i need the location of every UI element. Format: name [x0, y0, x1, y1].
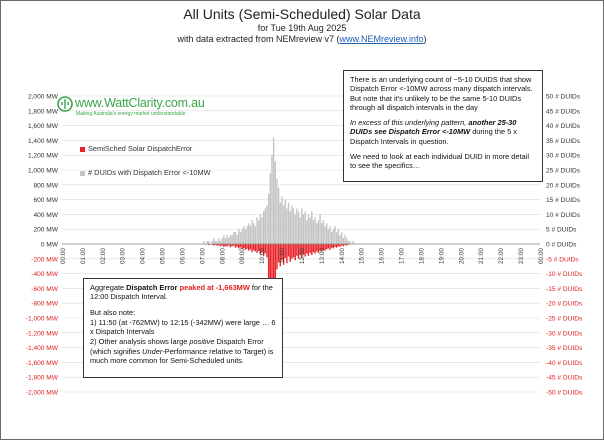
callout-top-p2 — [350, 118, 536, 146]
y-right-tick-label: 50 # DUIDs — [546, 93, 581, 101]
bar-positive — [275, 161, 276, 244]
bar-positive — [309, 217, 310, 244]
bar-negative — [308, 244, 309, 256]
bar-positive — [346, 238, 347, 244]
chart-title: All Units (Semi-Scheduled) Solar Data — [183, 6, 421, 22]
bar-positive — [273, 137, 274, 244]
bar-negative — [288, 244, 289, 257]
y-right-tick-label: -5 # DUIDs — [546, 256, 579, 264]
bar-positive — [343, 238, 344, 244]
x-tick-label: 18:00 — [418, 248, 426, 264]
bar-positive — [243, 226, 244, 244]
bar-positive — [226, 235, 227, 244]
bar-positive — [306, 220, 307, 244]
bar-negative — [235, 244, 236, 248]
y-right-tick-label: -10 # DUIDs — [546, 271, 583, 279]
y-left-tick-label: 1,400 MW — [27, 137, 58, 145]
bar-negative — [248, 244, 249, 251]
callout-top-p2-a: In excess of this underlying pattern, — [350, 118, 469, 128]
callout-top-p2-c: during the 5 x Dispatch Intervals in question. — [350, 127, 517, 146]
bar-positive — [271, 155, 272, 244]
bar-negative — [293, 244, 294, 257]
bar-positive — [236, 235, 237, 244]
bar-negative — [250, 244, 251, 250]
bar-positive — [323, 220, 324, 244]
bar-positive — [319, 214, 320, 244]
x-tick-label: 17:00 — [398, 248, 406, 264]
bar-positive — [316, 223, 317, 244]
x-tick-label: 15:00 — [358, 248, 366, 264]
bar-negative — [226, 244, 227, 247]
nemreview-link[interactable]: www.NEMreview.info — [339, 34, 424, 44]
bar-positive — [326, 223, 327, 244]
bar-negative — [286, 244, 287, 263]
bar-negative — [294, 244, 295, 260]
y-right-tick-label: 0 # DUIDs — [546, 241, 577, 249]
bar-positive — [211, 241, 212, 244]
bar-positive — [313, 220, 314, 244]
bar-negative — [246, 244, 247, 249]
x-tick-label: 21:00 — [478, 248, 486, 264]
bar-positive — [303, 214, 304, 244]
bar-negative — [326, 244, 327, 249]
x-tick-label: 00:00 — [537, 248, 545, 264]
bar-positive — [207, 241, 208, 244]
chart-legend — [80, 144, 260, 180]
x-tick-label: 19:00 — [438, 248, 446, 264]
y-left-tick-label: -800 MW — [31, 300, 58, 308]
wattclarity-logo — [57, 96, 217, 120]
callout-bottom-p1-b: Dispatch Error — [126, 283, 178, 292]
callout-bottom-p4-c: Dispatch Error (which signifies — [90, 337, 264, 356]
y-left-tick-label: -200 MW — [31, 256, 58, 264]
bar-positive — [223, 235, 224, 244]
x-tick-label: 03:00 — [119, 248, 127, 264]
bar-positive — [270, 173, 271, 244]
bar-negative — [290, 244, 291, 262]
bar-positive — [253, 223, 254, 244]
bar-positive — [268, 194, 269, 244]
bar-positive — [225, 238, 226, 244]
y-left-tick-label: -1,400 MW — [25, 345, 58, 353]
bar-positive — [339, 235, 340, 244]
bar-positive — [318, 220, 319, 244]
bar-negative — [331, 244, 332, 248]
legend-label-dispatch-error: SemiSched Solar DispatchError — [88, 144, 193, 153]
y-right-tick-label: 10 # DUIDs — [546, 211, 581, 219]
bar-positive — [324, 226, 325, 244]
callout-bottom-p1-c: peaked at -1,663MW — [177, 283, 250, 292]
bar-positive — [220, 241, 221, 244]
bar-positive — [261, 217, 262, 244]
bar-positive — [215, 241, 216, 244]
callout-top-p3: We need to look at each individual DUID in more detail to see the specifics… — [350, 152, 529, 171]
y-left-tick-label: -400 MW — [31, 271, 58, 279]
bar-negative — [240, 244, 241, 247]
callout-bottom-p3: 1) 11:50 (at -762MW) to 12:15 (-342MW) were large … 6 x Dispatch Intervals — [90, 317, 276, 337]
bar-positive — [256, 217, 257, 244]
y-left-tick-label: -2,000 MW — [25, 389, 58, 397]
callout-bottom-p4-b: positive — [189, 337, 215, 347]
bar-positive — [334, 226, 335, 244]
bar-positive — [218, 238, 219, 244]
bar-positive — [329, 226, 330, 244]
callout-bottom-p4-a: 2) Other analysis shows large — [90, 337, 190, 347]
bar-negative — [296, 244, 297, 256]
x-tick-label: 11:00 — [279, 248, 287, 264]
y-left-tick-label: 2,000 MW — [27, 93, 58, 101]
x-tick-label: 00:00 — [59, 248, 67, 264]
bar-positive — [290, 211, 291, 244]
bar-negative — [276, 244, 277, 269]
y-right-tick-label: -50 # DUIDs — [546, 389, 583, 397]
y-left-tick-label: -1,000 MW — [25, 315, 58, 323]
bar-positive — [258, 220, 259, 244]
bar-negative — [243, 244, 244, 248]
bar-negative — [266, 244, 267, 257]
bar-positive — [233, 232, 234, 244]
bar-positive — [230, 235, 231, 244]
bar-positive — [336, 232, 337, 244]
bar-positive — [331, 232, 332, 244]
x-tick-label: 12:00 — [298, 248, 306, 264]
source-prefix: with data extracted from NEMreview v7 ( — [177, 34, 340, 44]
bar-positive — [231, 235, 232, 244]
bar-positive — [311, 211, 312, 244]
bar-positive — [333, 229, 334, 244]
bar-positive — [255, 226, 256, 244]
bar-negative — [230, 244, 231, 247]
bar-positive — [341, 232, 342, 244]
callout-bottom-p4-e: -Performance relative to Target) is much more common for Semi-Scheduled units. — [90, 346, 274, 366]
bar-negative — [251, 244, 252, 252]
bar-positive — [281, 197, 282, 244]
y-right-tick-label: 5 # DUIDs — [546, 226, 577, 234]
bar-positive — [263, 211, 264, 244]
bar-positive — [299, 217, 300, 244]
bar-negative — [291, 244, 292, 259]
x-tick-label: 16:00 — [378, 248, 386, 264]
bar-positive — [240, 232, 241, 244]
bar-positive — [235, 232, 236, 244]
legend-item-duid-count — [80, 168, 260, 180]
x-tick-label: 10:00 — [259, 248, 267, 264]
y-right-tick-label: 35 # DUIDs — [546, 137, 581, 145]
bar-positive — [314, 217, 315, 244]
y-left-tick-label: 1,800 MW — [27, 108, 58, 116]
x-tick-label: 08:00 — [219, 248, 227, 264]
callout-bottom-p4-d: Under — [142, 346, 163, 356]
bar-positive — [213, 238, 214, 244]
callout-bottom-p4 — [90, 337, 276, 365]
y-right-tick-label: 25 # DUIDs — [546, 167, 581, 175]
bar-positive — [216, 241, 217, 244]
bar-positive — [286, 208, 287, 244]
bar-positive — [265, 208, 266, 244]
y-right-tick-label: 15 # DUIDs — [546, 197, 581, 205]
y-left-tick-label: 1,600 MW — [27, 123, 58, 131]
bar-positive — [338, 229, 339, 244]
y-left-tick-label: 600 MW — [33, 197, 58, 205]
y-left-tick-label: -1,800 MW — [25, 374, 58, 382]
bar-positive — [238, 229, 239, 244]
legend-item-dispatch-error — [80, 144, 260, 156]
plug-leaf-icon — [57, 96, 73, 112]
bar-negative — [314, 244, 315, 254]
bar-positive — [208, 241, 209, 244]
callout-bottom-p2: But also note: — [90, 307, 136, 317]
bar-positive — [251, 220, 252, 244]
bar-negative — [339, 244, 340, 247]
x-tick-label: 09:00 — [239, 248, 247, 264]
bar-positive — [203, 241, 204, 244]
y-right-tick-label: 30 # DUIDs — [546, 152, 581, 160]
callout-aggregate-peak — [83, 278, 283, 378]
bar-positive — [276, 179, 277, 244]
bar-negative — [333, 244, 334, 248]
logo-tagline: Making Australia's energy market understandable — [76, 111, 186, 117]
y-left-tick-label: 0 MW — [40, 241, 58, 249]
chart-subtitle: for Tue 19th Aug 2025 — [257, 23, 347, 33]
bar-negative — [334, 244, 335, 247]
logo-text: www.WattClarity.com.au — [75, 96, 205, 110]
bar-negative — [256, 244, 257, 253]
callout-underlying-pattern — [343, 70, 543, 182]
legend-swatch-red — [80, 147, 85, 152]
bar-positive — [288, 203, 289, 244]
bar-positive — [304, 211, 305, 244]
bar-negative — [255, 244, 256, 251]
bar-positive — [241, 229, 242, 244]
bar-negative — [311, 244, 312, 255]
y-right-tick-label: -30 # DUIDs — [546, 330, 583, 338]
bar-positive — [245, 229, 246, 244]
x-tick-label: 22:00 — [498, 247, 506, 264]
bar-positive — [328, 229, 329, 244]
y-right-tick-label: 45 # DUIDs — [546, 108, 581, 116]
y-right-tick-label: -25 # DUIDs — [546, 315, 583, 323]
bar-positive — [260, 214, 261, 244]
y-right-tick-label: -15 # DUIDs — [546, 285, 583, 293]
callout-bottom-p1 — [90, 283, 276, 302]
bar-positive — [301, 208, 302, 244]
x-tick-label: 02:00 — [99, 248, 107, 264]
x-tick-label: 23:00 — [518, 248, 526, 264]
bar-positive — [278, 188, 279, 244]
x-tick-label: 04:00 — [139, 248, 147, 264]
x-tick-label: 06:00 — [179, 248, 187, 264]
y-left-tick-label: -600 MW — [31, 285, 58, 293]
bar-negative — [336, 244, 337, 248]
bar-positive — [250, 226, 251, 244]
y-left-tick-label: 400 MW — [33, 211, 58, 219]
bar-negative — [223, 244, 224, 247]
bar-positive — [228, 238, 229, 244]
y-right-tick-label: -45 # DUIDs — [546, 374, 583, 382]
bar-negative — [306, 244, 307, 254]
bar-negative — [238, 244, 239, 248]
y-left-tick-label: -1,600 MW — [25, 359, 58, 367]
source-suffix: ) — [423, 34, 427, 44]
y-right-tick-label: -35 # DUIDs — [546, 345, 583, 353]
bar-negative — [329, 244, 330, 250]
legend-label-duid-count: # DUIDs with Dispatch Error <-10MW — [88, 168, 211, 177]
callout-bottom-p1-d: for the 12:00 Dispatch Interval. — [90, 283, 273, 302]
y-right-tick-label: 20 # DUIDs — [546, 182, 581, 190]
bar-positive — [248, 223, 249, 244]
bar-positive — [280, 203, 281, 244]
bar-positive — [308, 214, 309, 244]
bar-negative — [313, 244, 314, 252]
bar-positive — [353, 241, 354, 244]
bar-negative — [309, 244, 310, 253]
bar-positive — [294, 214, 295, 244]
bar-negative — [236, 244, 237, 247]
bar-negative — [328, 244, 329, 248]
bar-negative — [316, 244, 317, 251]
bar-positive — [344, 235, 345, 244]
bar-positive — [285, 200, 286, 244]
callout-top-p1: There is an underlying count of ~5-10 DUIDS that show Dispatch Error <-10MW across many dispatch intervals. But note that it's unlikely to be the same 5-10 DUIDs through all dispatch intervals in the day — [350, 75, 533, 112]
y-right-tick-label: -40 # DUIDs — [546, 359, 583, 367]
bar-positive — [291, 206, 292, 244]
bar-positive — [321, 223, 322, 244]
bar-positive — [293, 208, 294, 244]
bar-positive — [298, 211, 299, 244]
callout-top-p2-b: another 25-30 DUIDs see Dispatch Error <-10MW — [350, 118, 517, 137]
y-right-tick-label: -20 # DUIDs — [546, 300, 583, 308]
bar-positive — [246, 226, 247, 244]
x-tick-label: 13:00 — [318, 248, 326, 264]
y-left-tick-label: -1,200 MW — [25, 330, 58, 338]
bar-positive — [296, 208, 297, 244]
x-tick-label: 14:00 — [338, 248, 346, 264]
y-left-tick-label: 1,000 MW — [27, 167, 58, 175]
x-tick-label: 07:00 — [199, 248, 207, 264]
bar-positive — [349, 241, 350, 244]
x-tick-label: 05:00 — [159, 248, 167, 264]
y-right-tick-label: 40 # DUIDs — [546, 123, 581, 131]
legend-swatch-grey — [80, 171, 85, 176]
y-left-tick-label: 1,200 MW — [27, 152, 58, 160]
bar-positive — [283, 206, 284, 244]
y-left-tick-label: 200 MW — [33, 226, 58, 234]
bar-positive — [348, 241, 349, 244]
bar-negative — [253, 244, 254, 250]
x-tick-label: 01:00 — [79, 248, 87, 264]
bar-positive — [221, 238, 222, 244]
y-left-tick-label: 800 MW — [33, 182, 58, 190]
bar-positive — [266, 206, 267, 244]
callout-bottom-p1-a: Aggregate — [90, 283, 127, 292]
x-tick-label: 20:00 — [458, 248, 466, 264]
